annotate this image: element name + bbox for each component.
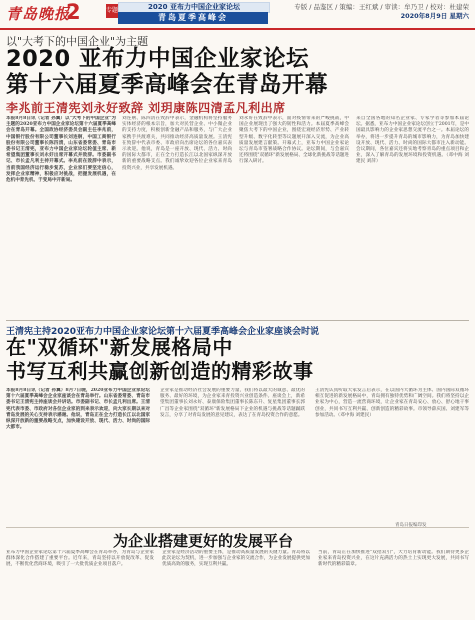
newspaper-logo: 青岛晚报 <box>6 5 71 23</box>
article3-col2-text: 企业家是经济活动的重要主体，是推动高质量发展的关键力量。青岛将以此次论坛为契机，进一步加强与企业家的交流合作，为企业发展提供更加优质高效的服务，实现互利共赢。 <box>162 550 310 568</box>
article1-column-3 <box>239 116 349 318</box>
article2-column-2 <box>160 388 305 523</box>
article3-headline: 为企业搭建更好的发展平台 <box>113 532 294 550</box>
section-divider <box>6 320 469 321</box>
article1-col2-text: 刘连舸、陈四清在致辞中表示，金融机构将坚持服务实体经济的根本宗旨，加大对民营企业、中小微企业的支持力度，积极创新金融产品和服务，与广大企业家携手共渡难关，共同推动经济高质量发展。王清宪在致辞中代表市委、市政府向出席论坛的各位嘉宾表示欢迎。他说，青岛是一座开放、现代、活力、时尚的国际大都市，正在全力打造长江以北国家纵深开放新的重要战略支点。我们诚挚欢迎各位企业家来青岛投资兴业，共享发展机遇。 <box>122 116 232 171</box>
forum-banner <box>106 2 268 24</box>
masthead <box>0 0 475 30</box>
article1-subhead: 李兆前王清宪刘永好致辞 刘玥康陈四清孟凡利出席 <box>6 101 286 115</box>
article2-kicker: 王清宪主持2020亚布力中国企业家论坛第十六届夏季高峰会企业家座谈会时说 <box>6 327 320 337</box>
article1-headline-line1: 2020 亚布力中国企业家论坛 <box>6 46 309 72</box>
article2-col2-text: 企业家是推动经济社会发展的重要力量，我们将以最大的诚意、最优的服务、最好的环境，为企业家来青投资兴业创造条件。座谈会上，新希望集团董事长刘永好、泰康保险集团董事长陈东升、复星集团董事长郭广昌等企业家围绕"双循环"新发展格局下企业的机遇与挑战等话题踊跃发言，分享了对青岛发展的意见建议，表达了在青岛投资合作的意愿。 <box>160 388 305 418</box>
article1-kicker: 以"大考下的中国企业"为主题 <box>6 35 149 48</box>
article1-col3-text: 刘永好在致辞中表示，面对疫情带来的严峻挑战，中国企业展现出了强大的韧性和活力。本届夏季高峰会聚焦大考下的中国企业，围绕宏观经济形势、产业转型升级、数字化转型等议题展开深入交流，为企业高质量发展建言献策。开幕式上，亚布力中国企业家论坛与青岛市签署战略合作协议。论坛期间，与会嘉宾还将围绕"双循环"新发展格局、全球化新挑战等话题进行深入研讨。 <box>239 116 349 165</box>
article1-col4-text: 来自全国各地的知名企业家、专家学者等参加本届论坛。据悉，亚布力中国企业家论坛创立于2001年，是中国最具影响力的企业家思想交流平台之一。本届论坛的举办，将进一步提升青岛的城市影响力，为青岛加快建设开放、现代、活力、时尚的国际大都市注入新动能。会议期间，各位嘉宾还将实地考察青岛的重点项目和企业，深入了解青岛的发展环境和投资机遇。（邓中海 刘建民 刘萍） <box>356 116 469 165</box>
article1-column-2 <box>122 116 232 318</box>
article2-column-3 <box>315 388 469 523</box>
article2-col1-text: 本报8月8日讯（记者 孙翼）8月7日晚，2020亚布力中国企业家论坛第十六届夏季高峰会企业家座谈会在青岛举行。山东省委常委、青岛市委书记王清宪主持座谈会并讲话。市委副书记、市长孟凡利出席。王清宪代表市委、市政府对各位企业家的到来表示欢迎，向大家长期以来对青岛发展的关心支持表示感谢。他说，青岛正在全力打造长江以北国家纵深开放新的重要战略支点，加快建设开放、现代、活力、时尚的国际大都市。 <box>6 388 150 431</box>
article1-col1-text: 本报8月8日讯（记者 孙翼）以"大考下的中国企业"为主题的2020亚布力中国企业家论坛第十六届夏季高峰会在青岛开幕。全国政协经济委员会副主任李兆前，中国银行股份有限公司董事长刘连舸，中国工商银行股份有限公司董事长陈四清，山东省委常委、青岛市委书记王清宪，亚布力中国企业家论坛轮值主席、新希望集团董事长刘永好出席开幕式并致辞。市委副书记、市长孟凡利主持开幕式。李兆前在致辞中表示，当前我国经济运行稳步复苏，企业家们要坚定信心，发挥企业家精神，积极应对挑战，把握发展机遇，在危机中育先机、于变局中开新局。 <box>6 116 116 184</box>
article3-col3-text: 当前，青岛正在加快推进"双招双引"，大力培育新动能。我们期待更多企业家来青岛投资兴业，在这片充满活力的热土上实现更大发展，共同书写新时代的精彩篇章。 <box>318 550 469 568</box>
article2-headline-line1: 在"双循环"新发展格局中 <box>6 335 233 359</box>
article3-col1-text: 亚布力中国企业家论坛第十六届夏季高峰会在青岛举办，为青岛与企业家群体深化合作搭建了重要平台。近年来，青岛坚持以开放促改革、促发展，不断优化营商环境，吸引了一大批优质企业项目落户。 <box>6 550 154 568</box>
article1-headline-line2: 第十六届夏季高峰会在青岛开幕 <box>6 72 329 98</box>
section-line: 专版 / 品鉴区 / 策编：王红斌 / 审读：牟乃卫 / 校对：杜建荣 <box>294 3 469 11</box>
article2-column-1 <box>6 388 150 523</box>
article1-column-1 <box>6 116 116 318</box>
banner-top-text: 2020 亚布力中国企业家论坛 <box>118 2 270 13</box>
article3-column-3 <box>318 550 469 616</box>
page-number: 2 <box>66 0 81 24</box>
publisher-note: 青岛日报编印发 <box>395 523 427 528</box>
article2-col3-text: 王清宪认真听取大家发言后表示，在以国内大循环为主体、国内国际双循环相互促进的新发展格局中，青岛拥有独特优势和广阔空间。我们将坚持以企业家为中心，营造一流营商环境，让企业家在青岛安心、放心、舒心地干事创业，共同书写互利共赢、创新创造的精彩故事。市领导薛庆国、刘建军等参加活动。（邓中海 刘建民） <box>315 388 469 418</box>
article1-column-4 <box>356 116 469 318</box>
banner-badge: 专题 <box>106 4 118 18</box>
article3-column-1 <box>6 550 154 616</box>
header-meta <box>294 3 469 21</box>
article2-headline-line2: 书写互利共赢创新创造的精彩故事 <box>6 359 314 383</box>
issue-date: 2020年8月9日 星期六 <box>400 12 469 20</box>
banner-bottom-text: 青岛夏季高峰会 <box>118 12 268 24</box>
article3-column-2 <box>162 550 310 616</box>
